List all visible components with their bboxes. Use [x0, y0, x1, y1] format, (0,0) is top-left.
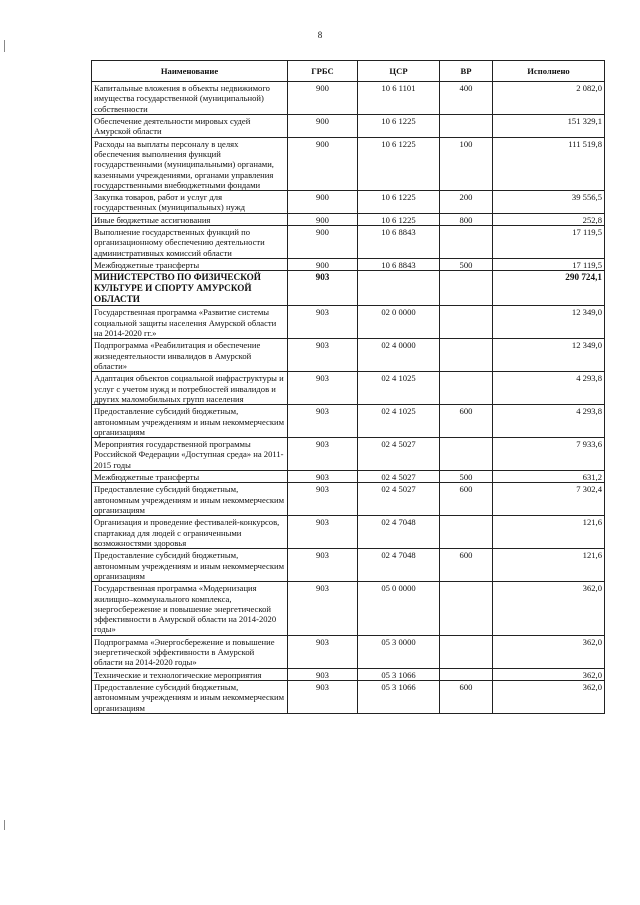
row-vr: 200 [440, 191, 493, 214]
row-grbs: 903 [288, 405, 358, 438]
row-amount: 17 119,5 [493, 226, 605, 259]
row-name: Выполнение государственных функций по организационному обеспечению деятельности административных комиссий области [92, 226, 288, 259]
table-row [92, 259, 605, 271]
row-csr: 02 4 0000 [358, 339, 440, 372]
table-row [92, 306, 605, 339]
row-grbs: 900 [288, 213, 358, 225]
row-csr: 02 0 0000 [358, 306, 440, 339]
row-csr: 02 4 5027 [358, 438, 440, 471]
row-name: Иные бюджетные ассигнования [92, 213, 288, 225]
row-amount: 151 329,1 [493, 114, 605, 137]
row-amount: 39 556,5 [493, 191, 605, 214]
scan-edge-mark [4, 820, 5, 830]
row-csr: 10 6 1225 [358, 114, 440, 137]
row-name: Закупка товаров, работ и услуг для государственных (муниципальных) нужд [92, 191, 288, 214]
table-row [92, 516, 605, 549]
row-name: Подпрограмма «Реабилитация и обеспечение жизнедеятельности инвалидов в Амурской области» [92, 339, 288, 372]
table-row [92, 635, 605, 668]
table-row [92, 114, 605, 137]
row-vr [440, 438, 493, 471]
row-name: Расходы на выплаты персоналу в целях обеспечения выполнения функций государственными (муниципальными) органами, казенными учреждениями, органами управления государственными внебюджетными фондами [92, 137, 288, 191]
row-vr [440, 372, 493, 405]
row-vr [440, 306, 493, 339]
table-row [92, 405, 605, 438]
budget-execution-table [91, 60, 605, 714]
row-name: Обеспечение деятельности мировых судей Амурской области [92, 114, 288, 137]
row-name: Государственная программа «Развитие системы социальной защиты населения Амурской области на 2014-2020 гг.» [92, 306, 288, 339]
table-row [92, 213, 605, 225]
row-vr [440, 582, 493, 636]
row-grbs: 903 [288, 516, 358, 549]
row-grbs: 903 [288, 339, 358, 372]
table-row [92, 668, 605, 680]
row-vr [440, 635, 493, 668]
scan-edge-mark [4, 40, 5, 52]
row-name: МИНИСТЕРСТВО ПО ФИЗИЧЕСКОЙ КУЛЬТУРЕ И СПОРТУ АМУРСКОЙ ОБЛАСТИ [92, 271, 288, 306]
row-name: Межбюджетные трансферты [92, 471, 288, 483]
row-csr: 02 4 1025 [358, 405, 440, 438]
row-amount: 290 724,1 [493, 271, 605, 306]
row-csr: 02 4 5027 [358, 483, 440, 516]
row-csr: 02 4 1025 [358, 372, 440, 405]
page-number: 8 [317, 30, 323, 40]
row-csr: 10 6 1225 [358, 137, 440, 191]
row-csr [358, 271, 440, 306]
row-vr: 500 [440, 471, 493, 483]
row-vr: 500 [440, 259, 493, 271]
table-row [92, 271, 605, 306]
row-grbs: 900 [288, 226, 358, 259]
row-name: Предоставление субсидий бюджетным, автономным учреждениям и иным некоммерческим организациям [92, 681, 288, 714]
row-csr: 02 4 5027 [358, 471, 440, 483]
table-row [92, 483, 605, 516]
row-csr: 10 6 1101 [358, 82, 440, 115]
row-vr [440, 516, 493, 549]
table-row [92, 681, 605, 714]
row-csr: 05 3 0000 [358, 635, 440, 668]
row-vr: 800 [440, 213, 493, 225]
table-row [92, 549, 605, 582]
row-grbs: 900 [288, 114, 358, 137]
row-name: Государственная программа «Модернизация жилищно–коммунального комплекса, энергосбережение и повышение энергетической эффективности в Амурской области на 2014-2020 годы» [92, 582, 288, 636]
row-amount: 111 519,8 [493, 137, 605, 191]
row-grbs: 903 [288, 271, 358, 306]
row-amount: 362,0 [493, 635, 605, 668]
row-vr: 100 [440, 137, 493, 191]
row-amount: 4 293,8 [493, 372, 605, 405]
row-amount: 362,0 [493, 668, 605, 680]
row-grbs: 903 [288, 668, 358, 680]
row-csr: 05 0 0000 [358, 582, 440, 636]
row-amount: 12 349,0 [493, 339, 605, 372]
row-amount: 2 082,0 [493, 82, 605, 115]
row-grbs: 903 [288, 372, 358, 405]
row-csr: 02 4 7048 [358, 516, 440, 549]
row-csr: 05 3 1066 [358, 681, 440, 714]
row-grbs: 903 [288, 483, 358, 516]
row-name: Подпрограмма «Энергосбережение и повышение энергетической эффективности в Амурской области на 2014-2020 годы» [92, 635, 288, 668]
row-vr [440, 339, 493, 372]
row-grbs: 900 [288, 191, 358, 214]
row-amount: 12 349,0 [493, 306, 605, 339]
row-amount: 631,2 [493, 471, 605, 483]
row-name: Адаптация объектов социальной инфраструктуры и услуг с учетом нужд и потребностей инвалидов и других маломобильных групп населения [92, 372, 288, 405]
table-row [92, 471, 605, 483]
table-row [92, 582, 605, 636]
row-vr [440, 114, 493, 137]
row-amount: 17 119,5 [493, 259, 605, 271]
row-grbs: 903 [288, 438, 358, 471]
row-csr: 10 6 8843 [358, 226, 440, 259]
row-name: Предоставление субсидий бюджетным, автономным учреждениям и иным некоммерческим организациям [92, 405, 288, 438]
row-grbs: 903 [288, 635, 358, 668]
row-vr: 400 [440, 82, 493, 115]
row-amount: 362,0 [493, 681, 605, 714]
header-grbs: ГРБС [288, 61, 358, 82]
row-name: Технические и технологические мероприятия [92, 668, 288, 680]
row-csr: 10 6 1225 [358, 213, 440, 225]
row-csr: 02 4 7048 [358, 549, 440, 582]
row-amount: 121,6 [493, 516, 605, 549]
table-row [92, 137, 605, 191]
row-grbs: 900 [288, 259, 358, 271]
row-vr [440, 668, 493, 680]
row-amount: 7 302,4 [493, 483, 605, 516]
row-amount: 7 933,6 [493, 438, 605, 471]
row-amount: 121,6 [493, 549, 605, 582]
row-vr: 600 [440, 483, 493, 516]
table-row [92, 82, 605, 115]
row-grbs: 900 [288, 137, 358, 191]
row-name: Организация и проведение фестивалей-конкурсов, спартакиад для людей с ограниченными возможностями здоровья [92, 516, 288, 549]
row-vr: 600 [440, 549, 493, 582]
table-row [92, 191, 605, 214]
row-grbs: 900 [288, 82, 358, 115]
header-name: Наименование [92, 61, 288, 82]
header-csr: ЦСР [358, 61, 440, 82]
header-vr: ВР [440, 61, 493, 82]
row-grbs: 903 [288, 549, 358, 582]
row-vr: 600 [440, 681, 493, 714]
row-csr: 05 3 1066 [358, 668, 440, 680]
row-vr: 600 [440, 405, 493, 438]
row-name: Предоставление субсидий бюджетным, автономным учреждениям и иным некоммерческим организациям [92, 483, 288, 516]
row-amount: 4 293,8 [493, 405, 605, 438]
row-name: Межбюджетные трансферты [92, 259, 288, 271]
row-amount: 362,0 [493, 582, 605, 636]
row-csr: 10 6 1225 [358, 191, 440, 214]
row-amount: 252,8 [493, 213, 605, 225]
table-row [92, 372, 605, 405]
row-vr [440, 271, 493, 306]
row-vr [440, 226, 493, 259]
row-grbs: 903 [288, 306, 358, 339]
row-grbs: 903 [288, 582, 358, 636]
header-amount: Исполнено [493, 61, 605, 82]
row-name: Капитальные вложения в объекты недвижимого имущества государственной (муниципальной) собственности [92, 82, 288, 115]
row-grbs: 903 [288, 471, 358, 483]
table-row [92, 438, 605, 471]
table-row [92, 339, 605, 372]
row-grbs: 903 [288, 681, 358, 714]
row-name: Предоставление субсидий бюджетным, автономным учреждениям и иным некоммерческим организациям [92, 549, 288, 582]
row-name: Мероприятия государственной программы Российской Федерации «Доступная среда» на 2011-2015 годы [92, 438, 288, 471]
table-row [92, 226, 605, 259]
row-csr: 10 6 8843 [358, 259, 440, 271]
table-header-row [92, 61, 605, 82]
